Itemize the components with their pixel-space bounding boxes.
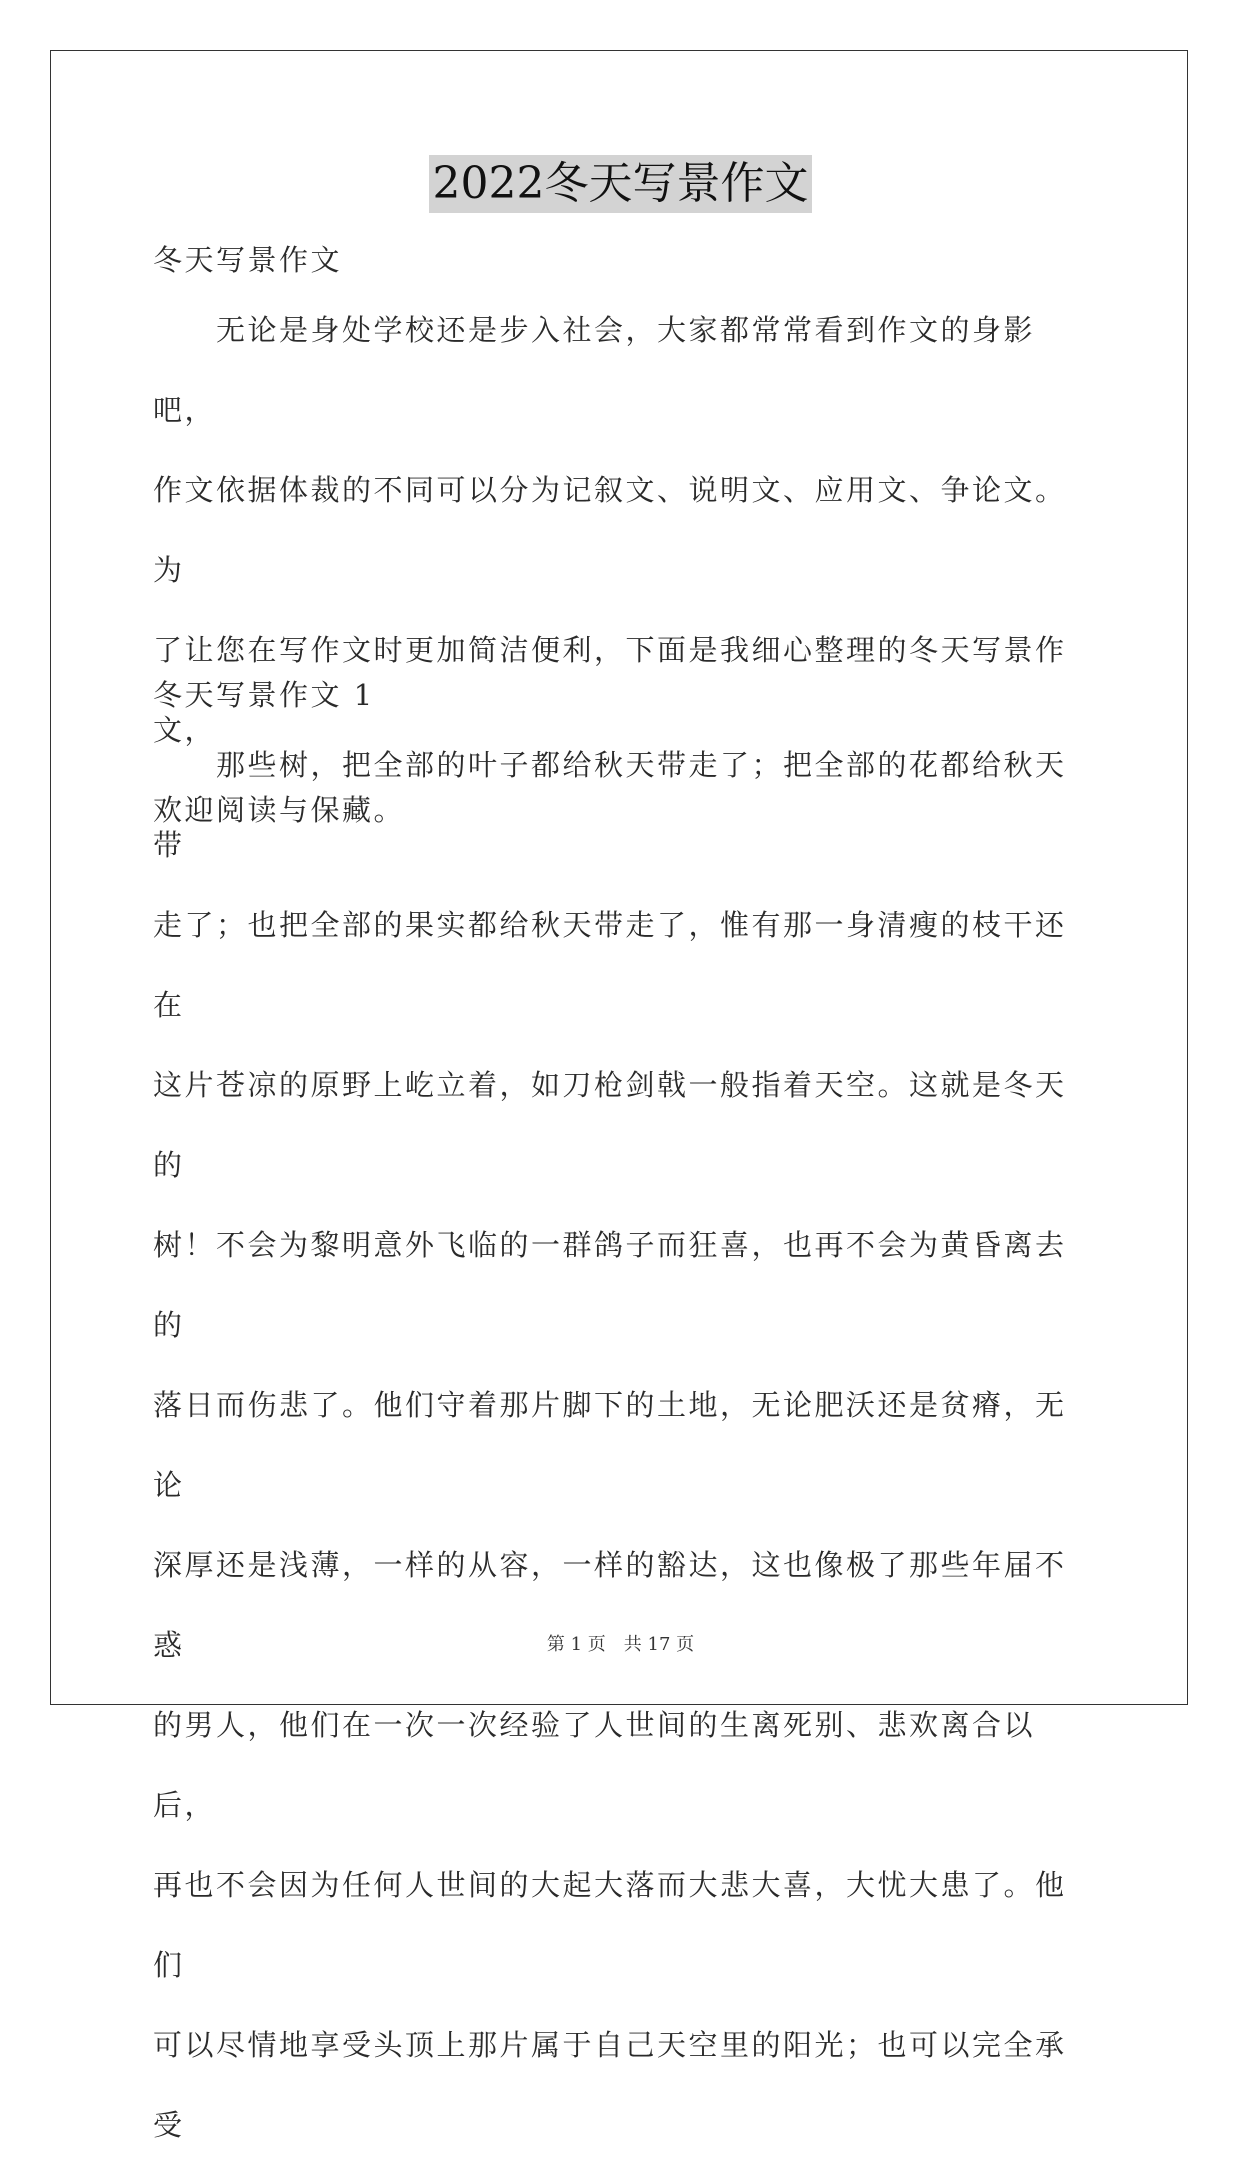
body-paragraph xyxy=(153,725,1093,2165)
paragraph-line: 那些树，把全部的叶子都给秋天带走了；把全部的花都给秋天带 xyxy=(153,748,1067,862)
paragraph-line: 再也不会因为任何人世间的大起大落而大悲大喜，大忧大患了。他们 xyxy=(153,1868,1067,1982)
section-heading-1: 冬天写景作文 1 xyxy=(153,678,375,712)
title-container xyxy=(0,155,1241,213)
paragraph-line: 了让您在写作文时更加简洁便利，下面是我细心整理的冬天写景作文， xyxy=(153,633,1067,747)
document-title: 2022冬天写景作文 xyxy=(429,155,813,213)
paragraph-line: 无论是身处学校还是步入社会，大家都常常看到作文的身影吧， xyxy=(153,313,1036,427)
paragraph-line: 落日而伤悲了。他们守着那片脚下的土地，无论肥沃还是贫瘠，无论 xyxy=(153,1388,1067,1502)
section-heading: 冬天写景作文 xyxy=(153,243,343,277)
paragraph-line: 欢迎阅读与保藏。 xyxy=(153,793,406,827)
paragraph-line: 这片苍凉的原野上屹立着，如刀枪剑戟一般指着天空。这就是冬天的 xyxy=(153,1068,1067,1182)
paragraph-line: 的男人，他们在一次一次经验了人世间的生离死别、悲欢离合以后， xyxy=(153,1708,1036,1822)
paragraph-line: 走了；也把全部的果实都给秋天带走了，惟有那一身清瘦的枝干还在 xyxy=(153,908,1067,1022)
paragraph-line: 作文依据体裁的不同可以分为记叙文、说明文、应用文、争论文。为 xyxy=(153,473,1067,587)
paragraph-line: 深厚还是浅薄，一样的从容，一样的豁达，这也像极了那些年届不惑 xyxy=(153,1548,1067,1662)
page-footer: 第 1 页 共 17 页 xyxy=(546,1634,695,1655)
paragraph-line: 树！不会为黎明意外飞临的一群鸽子而狂喜，也再不会为黄昏离去的 xyxy=(153,1228,1067,1342)
paragraph-line: 可以尽情地享受头顶上那片属于自己天空里的阳光；也可以完全承受 xyxy=(153,2028,1067,2142)
